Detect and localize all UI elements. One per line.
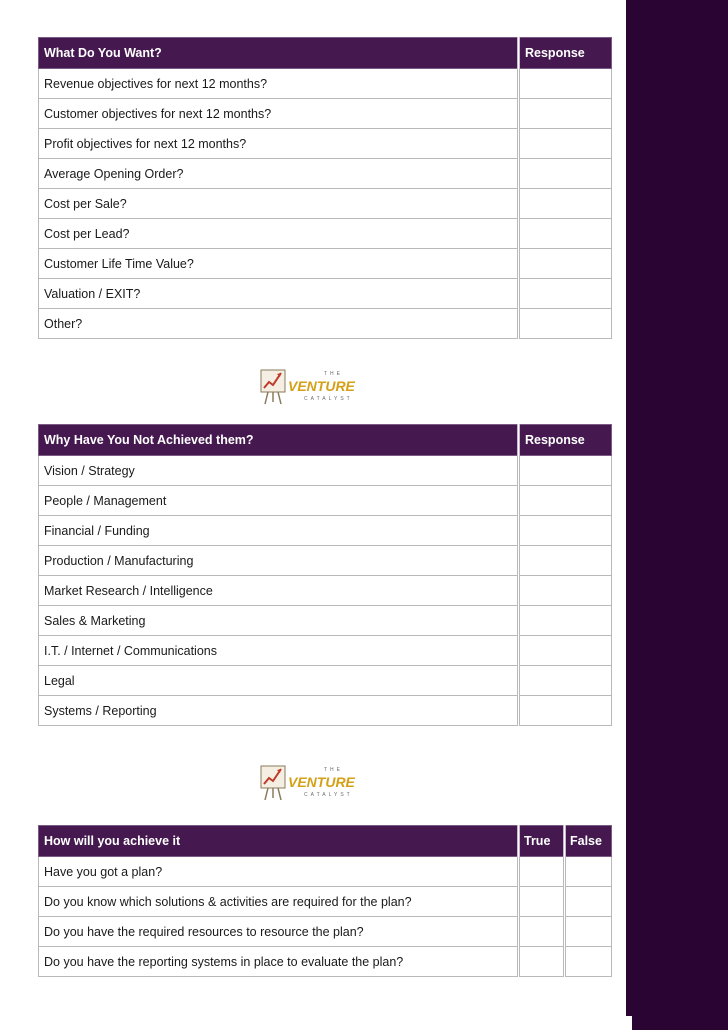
table-row <box>39 576 612 606</box>
false-cell[interactable] <box>565 887 612 917</box>
logo-venture-text: VENTURE <box>288 378 355 394</box>
response-cell[interactable] <box>519 309 612 339</box>
logo-catalyst-text: CATALYST <box>304 792 353 798</box>
response-cell[interactable] <box>519 99 612 129</box>
reason-label: I.T. / Internet / Communications <box>39 636 519 666</box>
table-row <box>39 69 612 99</box>
response-column-header: Response <box>519 425 612 456</box>
table-row <box>39 99 612 129</box>
why-not-achieved-table <box>38 424 612 726</box>
true-column-header: True <box>519 826 565 857</box>
response-cell[interactable] <box>519 189 612 219</box>
question-label: Average Opening Order? <box>39 159 519 189</box>
question-label: Other? <box>39 309 519 339</box>
response-cell[interactable] <box>519 576 612 606</box>
table-row <box>39 636 612 666</box>
table-row <box>39 516 612 546</box>
table-row <box>39 666 612 696</box>
question-label: Have you got a plan? <box>39 857 519 887</box>
table-row <box>39 279 612 309</box>
table-row <box>39 887 612 917</box>
table-row <box>39 456 612 486</box>
table-row <box>39 696 612 726</box>
response-cell[interactable] <box>519 696 612 726</box>
question-label: Profit objectives for next 12 months? <box>39 129 519 159</box>
response-cell[interactable] <box>519 486 612 516</box>
table-header-row <box>39 38 612 69</box>
reason-label: Legal <box>39 666 519 696</box>
response-column-header: Response <box>519 38 612 69</box>
question-label: Cost per Sale? <box>39 189 519 219</box>
table-row <box>39 606 612 636</box>
response-cell[interactable] <box>519 666 612 696</box>
response-cell[interactable] <box>519 546 612 576</box>
section-heading: How will you achieve it <box>39 826 519 857</box>
logo-catalyst-text: CATALYST <box>304 396 353 402</box>
false-cell[interactable] <box>565 917 612 947</box>
table-row <box>39 189 612 219</box>
table-row <box>39 219 612 249</box>
question-label: Customer objectives for next 12 months? <box>39 99 519 129</box>
response-cell[interactable] <box>519 456 612 486</box>
logo-venture-text: VENTURE <box>288 774 355 790</box>
table-row <box>39 309 612 339</box>
reason-label: Financial / Funding <box>39 516 519 546</box>
response-cell[interactable] <box>519 636 612 666</box>
response-cell[interactable] <box>519 69 612 99</box>
true-cell[interactable] <box>519 947 565 977</box>
table-row <box>39 546 612 576</box>
question-label: Valuation / EXIT? <box>39 279 519 309</box>
response-cell[interactable] <box>519 159 612 189</box>
reason-label: Production / Manufacturing <box>39 546 519 576</box>
reason-label: Market Research / Intelligence <box>39 576 519 606</box>
venture-catalyst-logo <box>258 366 368 408</box>
how-achieve-table <box>38 825 612 977</box>
response-cell[interactable] <box>519 279 612 309</box>
logo-the-text: THE <box>324 371 343 377</box>
response-cell[interactable] <box>519 249 612 279</box>
question-label: Do you have the reporting systems in place to evaluate the plan? <box>39 947 519 977</box>
response-cell[interactable] <box>519 219 612 249</box>
true-cell[interactable] <box>519 887 565 917</box>
question-label: Do you know which solutions & activities are required for the plan? <box>39 887 519 917</box>
response-cell[interactable] <box>519 129 612 159</box>
logo-the-text: THE <box>324 767 343 773</box>
section-heading: Why Have You Not Achieved them? <box>39 425 519 456</box>
question-label: Customer Life Time Value? <box>39 249 519 279</box>
table-row <box>39 159 612 189</box>
table-header-row <box>39 425 612 456</box>
true-cell[interactable] <box>519 917 565 947</box>
false-cell[interactable] <box>565 947 612 977</box>
venture-catalyst-logo <box>258 762 368 804</box>
question-label: Cost per Lead? <box>39 219 519 249</box>
reason-label: Sales & Marketing <box>39 606 519 636</box>
table-row <box>39 249 612 279</box>
response-cell[interactable] <box>519 606 612 636</box>
table-row <box>39 486 612 516</box>
false-cell[interactable] <box>565 857 612 887</box>
table-row <box>39 129 612 159</box>
table-row <box>39 947 612 977</box>
reason-label: People / Management <box>39 486 519 516</box>
table-row <box>39 917 612 947</box>
decorative-side-bar <box>626 0 728 1030</box>
section-heading: What Do You Want? <box>39 38 519 69</box>
response-cell[interactable] <box>519 516 612 546</box>
question-label: Do you have the required resources to resource the plan? <box>39 917 519 947</box>
table-header-row <box>39 826 612 857</box>
question-label: Revenue objectives for next 12 months? <box>39 69 519 99</box>
reason-label: Systems / Reporting <box>39 696 519 726</box>
what-do-you-want-table <box>38 37 612 339</box>
reason-label: Vision / Strategy <box>39 456 519 486</box>
table-row <box>39 857 612 887</box>
false-column-header: False <box>565 826 612 857</box>
true-cell[interactable] <box>519 857 565 887</box>
